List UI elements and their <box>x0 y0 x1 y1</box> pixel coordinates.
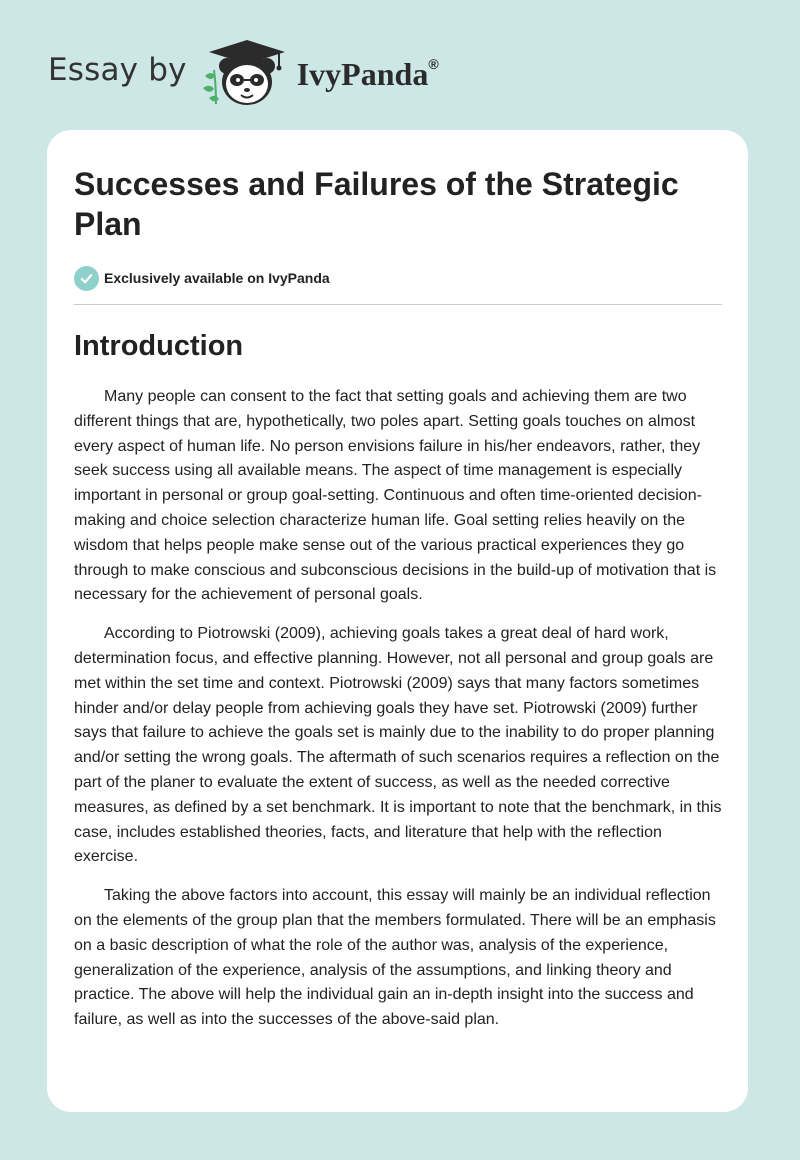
paragraph: Many people can consent to the fact that setting goals and achieving them are two different things that are, hypothetically, two poles apart. Setting goals touches on almost every aspect of human life. No person envisions failure in his/her endeavors, rather, they seek success using all available means. The aspect of time management is especially important in personal or group goal-setting. Continuous and often time-oriented decision-making and choice selection characterize human life. Goal setting relies heavily on the wisdom that helps people make sense out of the various practical experiences they go through to make conscious and subconscious decisions in the build-up of motivation that is necessary for the achievement of personal goals. <box>74 388 717 604</box>
exclusive-badge <box>74 264 722 292</box>
exclusive-badge-label: Exclusively available on IvyPanda <box>104 270 330 286</box>
panda-logo-icon[interactable] <box>201 36 291 108</box>
checkmark-icon <box>74 266 99 291</box>
paragraph: According to Piotrowski (2009), achieving goals takes a great deal of hard work, determination focus, and effective planning. However, not all personal and group goals are met within the set time and context. Piotrowski (2009) says that many factors sometimes hinder and/or delay people from achieving goals they have set. Piotrowski (2009) further says that failure to achieve the goals set is mainly due to the inability to do proper planning and/or setting the wrong goals. The aftermath of such scenarios requires a reflection on the part of the planer to evaluate the extent of success, as well as the needed corrective measures, as defined by a set benchmark. It is important to note that the benchmark, in this case, includes established theories, facts, and literature that help with the reflection exercise. <box>74 625 722 866</box>
site-header <box>48 36 439 108</box>
essay-card <box>47 130 748 1112</box>
essay-by-label: Essay by <box>48 52 187 88</box>
paragraph: Taking the above factors into account, this essay will mainly be an individual reflection on the elements of the group plan that the members formulated. There will be an emphasis on a basic description of what the role of the author was, analysis of the experience, generalization of the experience, analysis of the assumptions, and linking theory and practice. The above will help the individual gain an in-depth insight into the success and failure, as well as into the successes of the above-said plan. <box>74 887 716 1029</box>
section-heading: Introduction <box>74 330 244 362</box>
page-title: Successes and Failures of the Strategic Plan <box>74 166 679 242</box>
registered-mark: ® <box>428 55 439 72</box>
brand-name[interactable]: IvyPanda® <box>296 55 439 92</box>
divider <box>74 304 722 305</box>
